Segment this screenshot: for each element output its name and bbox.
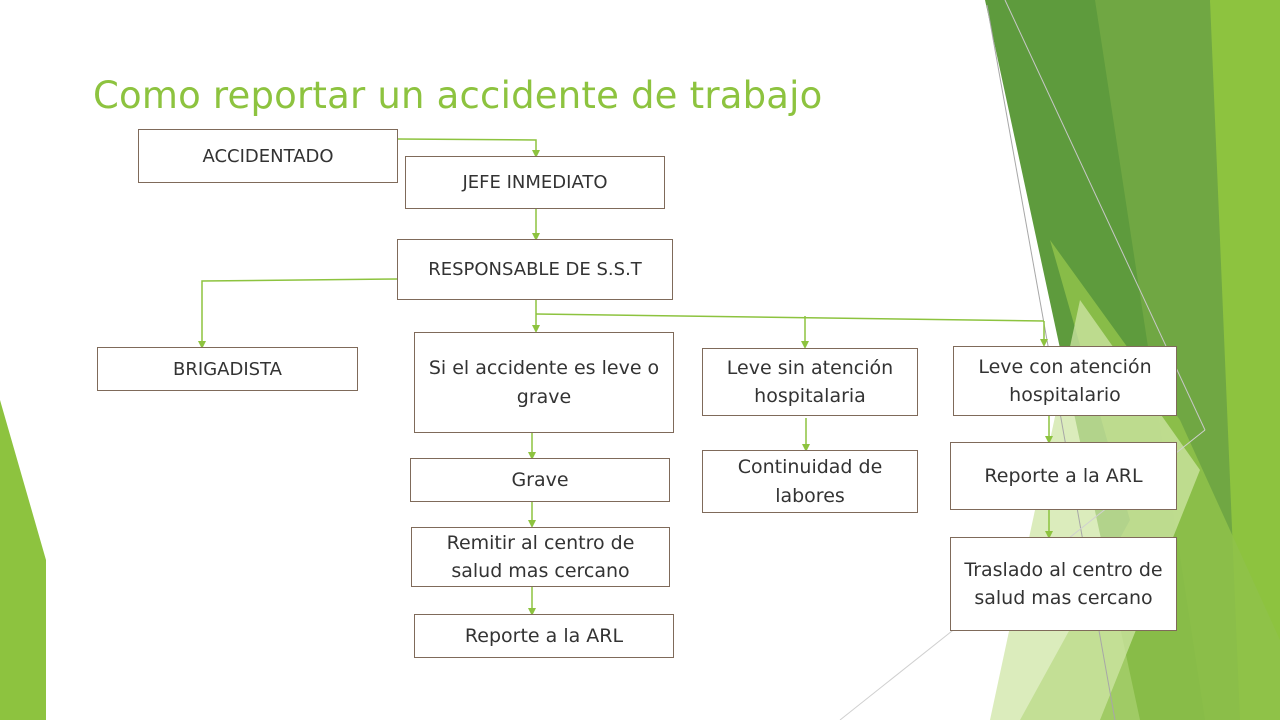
node-leve-con-atencion: Leve con atención hospitalario [953,346,1177,416]
decor-shape-left-accent [0,400,46,720]
node-traslado-centro: Traslado al centro de salud mas cercano [950,537,1177,631]
node-reporte-arl-grave: Reporte a la ARL [414,614,674,658]
node-leve-sin-atencion: Leve sin atención hospitalaria [702,348,918,416]
node-jefe-inmediato: JEFE INMEDIATO [405,156,665,209]
slide-title: Como reportar un accidente de trabajo [93,74,823,117]
node-remitir-centro: Remitir al centro de salud mas cercano [411,527,670,587]
node-reporte-arl-leve: Reporte a la ARL [950,442,1177,510]
node-brigadista: BRIGADISTA [97,347,358,391]
node-responsable-sst: RESPONSABLE DE S.S.T [397,239,673,300]
node-accidentado: ACCIDENTADO [138,129,398,183]
node-grave: Grave [410,458,670,502]
node-leve-o-grave: Si el accidente es leve o grave [414,332,674,433]
node-continuidad-labores: Continuidad de labores [702,450,918,513]
